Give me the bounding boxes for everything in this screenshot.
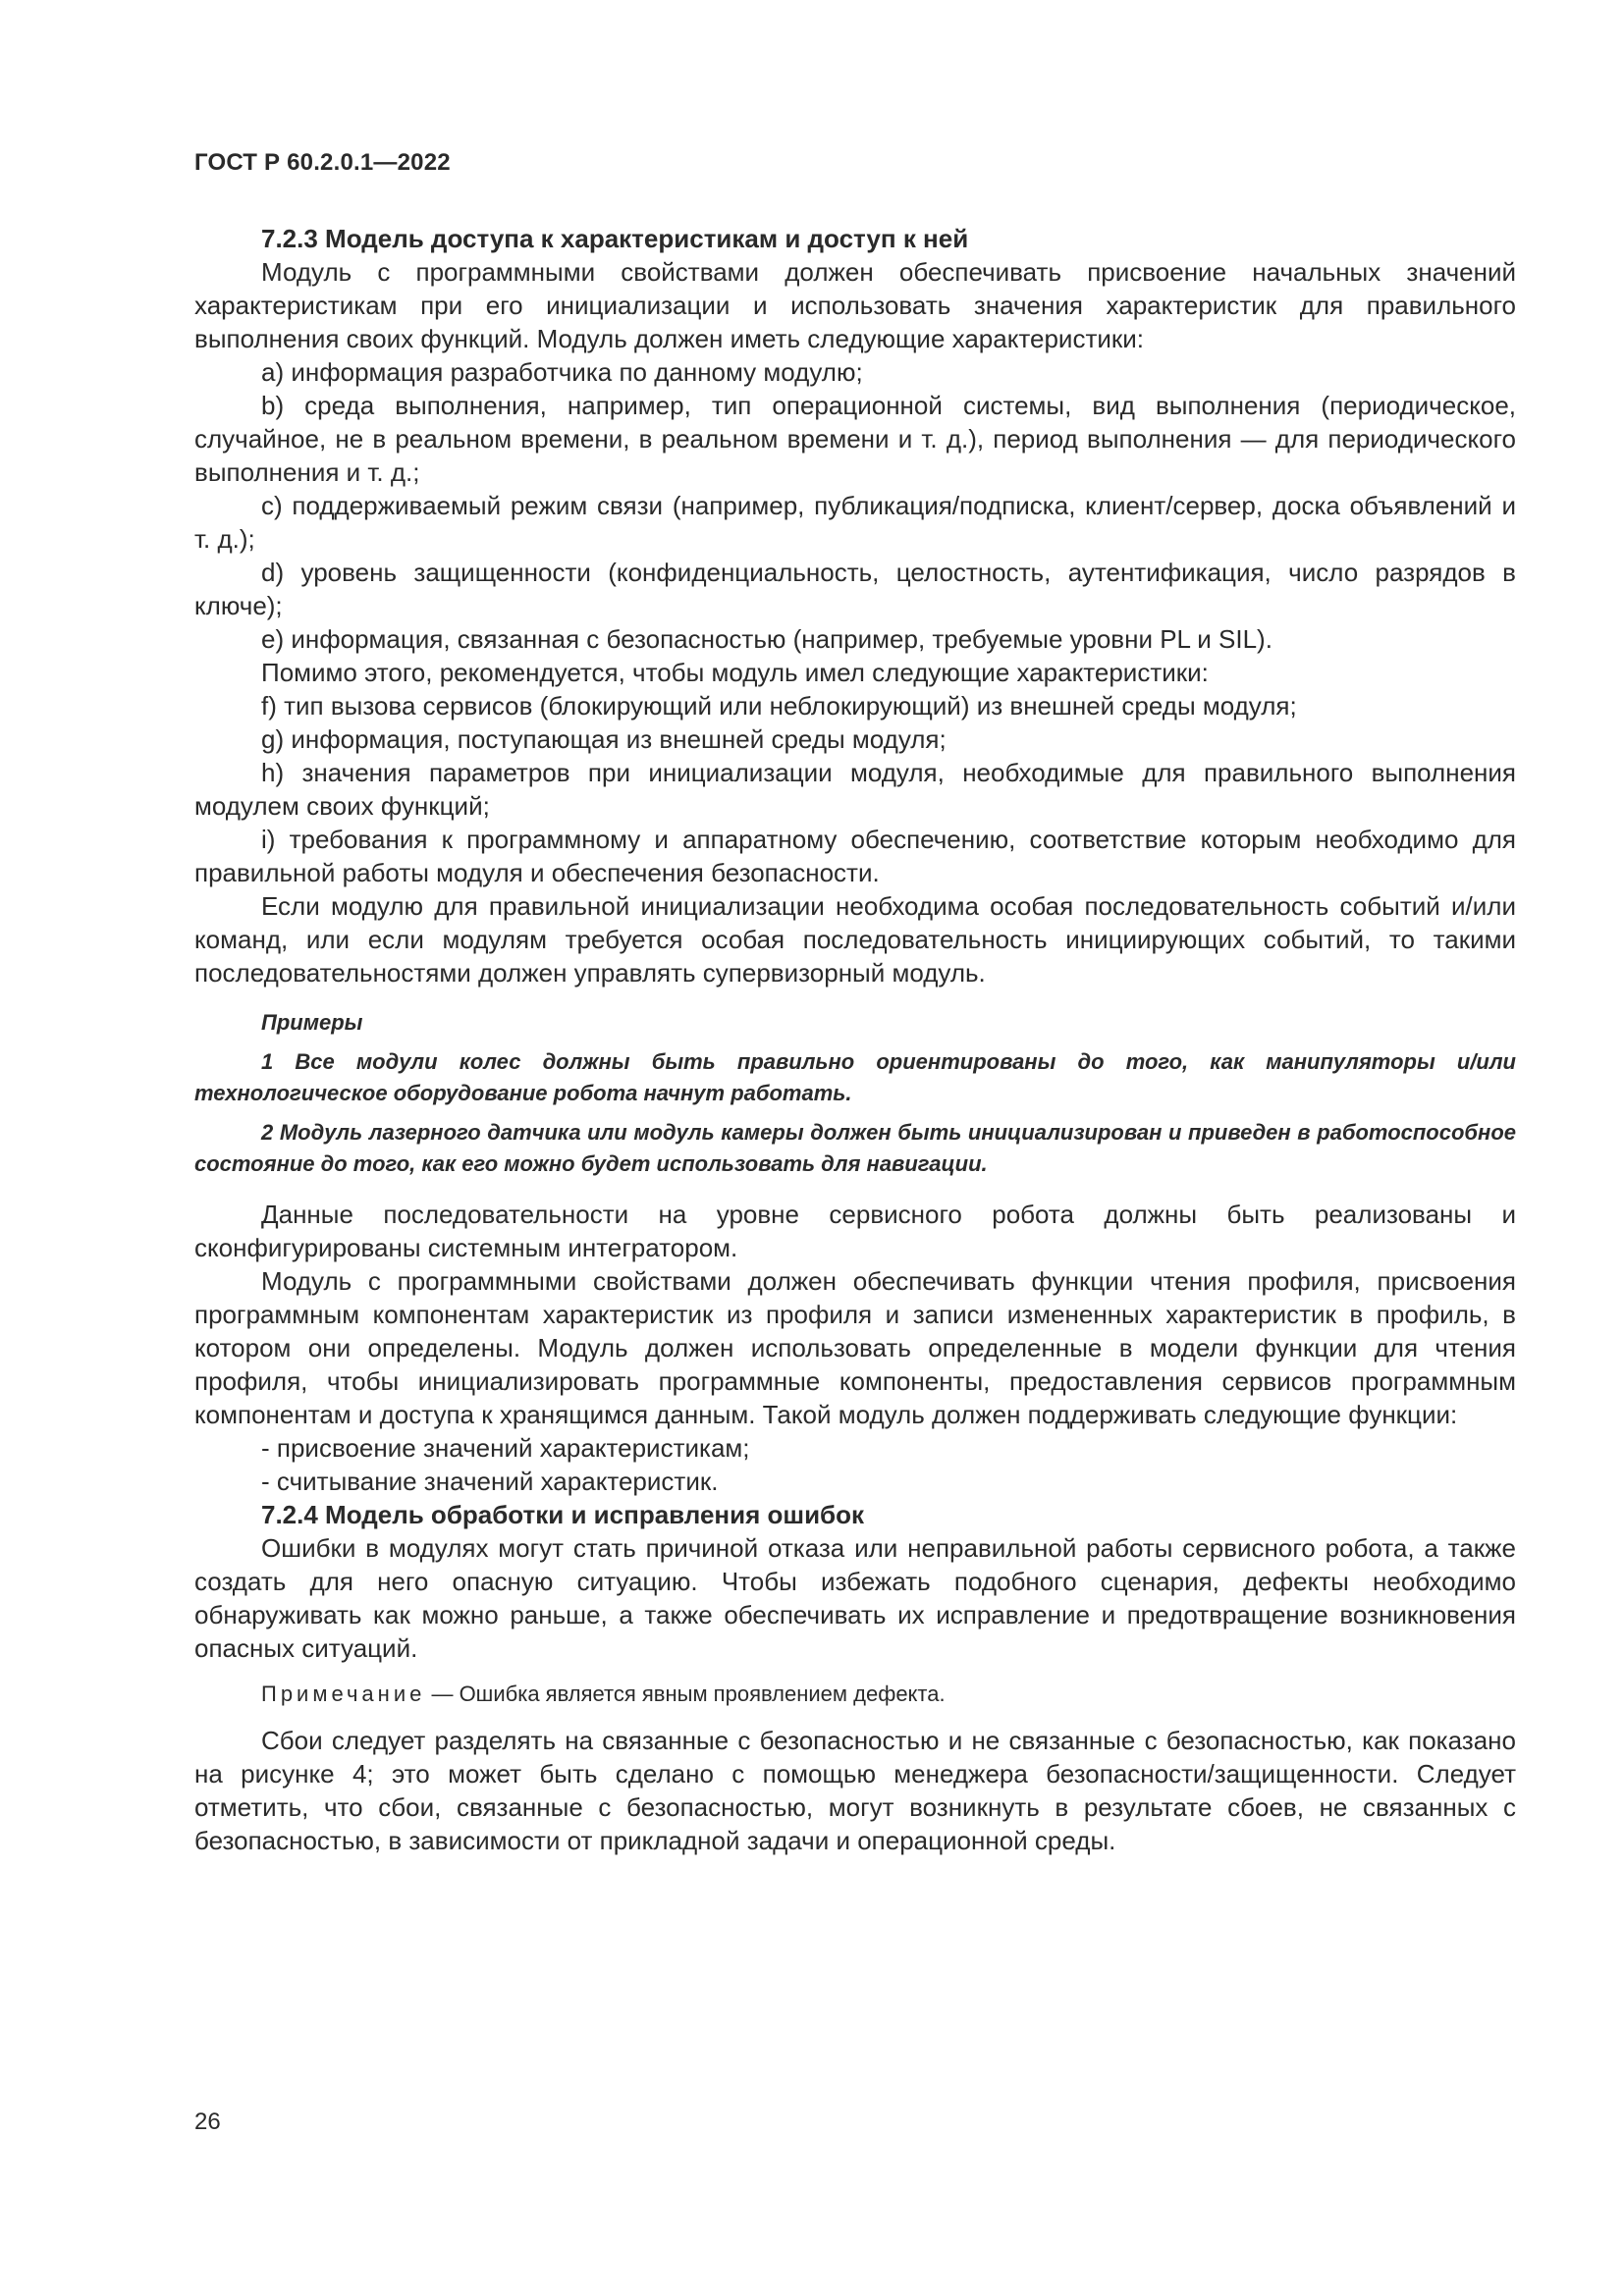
list-item-c: c) поддерживаемый режим связи (например, публикация/подписка, клиент/сервер, доска объявлений и т. д.);: [194, 491, 1516, 554]
examples-title: Примеры: [261, 1010, 363, 1035]
page-number: 26: [194, 2109, 221, 2135]
page-content: [194, 222, 1516, 1857]
list-item-f: f) тип вызова сервисов (блокирующий или неблокирующий) из внешней среды модуля;: [261, 691, 1297, 721]
function-item-assign: - присвоение значений характеристикам;: [261, 1433, 750, 1463]
list-item-b: b) среда выполнения, например, тип операционной системы, вид выполнения (периодическое, случайное, не в реальном времени, в реальном времени и т. д.), период выполнения — для периодического выполнения и т. д.;: [194, 391, 1516, 487]
integrator-paragraph: Данные последовательности на уровне сервисного робота должны быть реализованы и сконфигурированы системным интегратором.: [194, 1200, 1516, 1262]
function-item-read: - считывание значений характеристик.: [261, 1467, 719, 1496]
example-1: 1 Все модули колес должны быть правильно ориентированы до того, как манипуляторы и/или технологическое оборудование робота начнут работать.: [194, 1049, 1516, 1105]
list-item-d: d) уровень защищенности (конфиденциальность, целостность, аутентификация, число разрядов в ключе);: [194, 558, 1516, 620]
note: [194, 1679, 1516, 1710]
list-item-a: a) информация разработчика по данному модулю;: [261, 357, 863, 387]
list-item-h: h) значения параметров при инициализации модуля, необходимые для правильного выполнения модулем своих функций;: [194, 758, 1516, 821]
list-item-e: e) информация, связанная с безопасностью (например, требуемые уровни PL и SIL).: [261, 624, 1272, 654]
list-item-i: i) требования к программному и аппаратному обеспечению, соответствие которым необходимо для правильной работы модуля и обеспечения безопасности.: [194, 825, 1516, 887]
example-2: 2 Модуль лазерного датчика или модуль камеры должен быть инициализирован и приведен в работоспособное состояние до того, как его можно будет использовать для навигации.: [194, 1120, 1516, 1176]
recommended-intro: Помимо этого, рекомендуется, чтобы модуль имел следующие характеристики:: [261, 658, 1209, 687]
sequence-paragraph: Если модулю для правильной инициализации необходима особая последовательность событий и/или команд, или если модулям требуется особая последовательность инициирующих событий, то такими последовательностями должен управлять супервизорный модуль.: [194, 891, 1516, 988]
section-7-2-3-title: 7.2.3 Модель доступа к характеристикам и доступ к ней: [261, 224, 969, 253]
errors-paragraph: Ошибки в модулях могут стать причиной отказа или неправильной работы сервисного робота, а также создать для него опасную ситуацию. Чтобы избежать подобного сценария, дефекты необходимо обнаруживать как можно раньше, а также обеспечивать их исправление и предотвращение возникновения опасных ситуаций.: [194, 1533, 1516, 1663]
section-7-2-4-title: 7.2.4 Модель обработки и исправления ошибок: [261, 1500, 865, 1529]
note-text: — Ошибка является явным проявлением дефекта.: [425, 1682, 946, 1706]
standard-header: ГОСТ Р 60.2.0.1—2022: [194, 149, 451, 176]
failures-paragraph: Сбои следует разделять на связанные с безопасностью и не связанные с безопасностью, как показано на рисунке 4; это может быть сделано с помощью менеджера безопасности/защищенности. Следует отметить, что сбои, связанные с безопасностью, могут возникнуть в результате сбоев, не связанных с безопасностью, в зависимости от прикладной задачи и операционной среды.: [194, 1726, 1516, 1855]
note-label: Примечание: [261, 1682, 426, 1706]
list-item-g: g) информация, поступающая из внешней среды модуля;: [261, 724, 947, 754]
section-7-2-3-intro: Модуль с программными свойствами должен обеспечивать присвоение начальных значений характеристикам при его инициализации и использовать значения характеристик для правильного выполнения своих функций. Модуль должен иметь следующие характеристики:: [194, 257, 1516, 353]
profile-paragraph: Модуль с программными свойствами должен обеспечивать функции чтения профиля, присвоения программным компонентам характеристик из профиля и записи измененных характеристик в профиль, в котором они определены. Модуль должен использовать определенные в модели функции для чтения профиля, чтобы инициализировать программные компоненты, предоставления сервисов программным компонентам и доступа к хранящимся данным. Такой модуль должен поддерживать следующие функции:: [194, 1266, 1516, 1429]
